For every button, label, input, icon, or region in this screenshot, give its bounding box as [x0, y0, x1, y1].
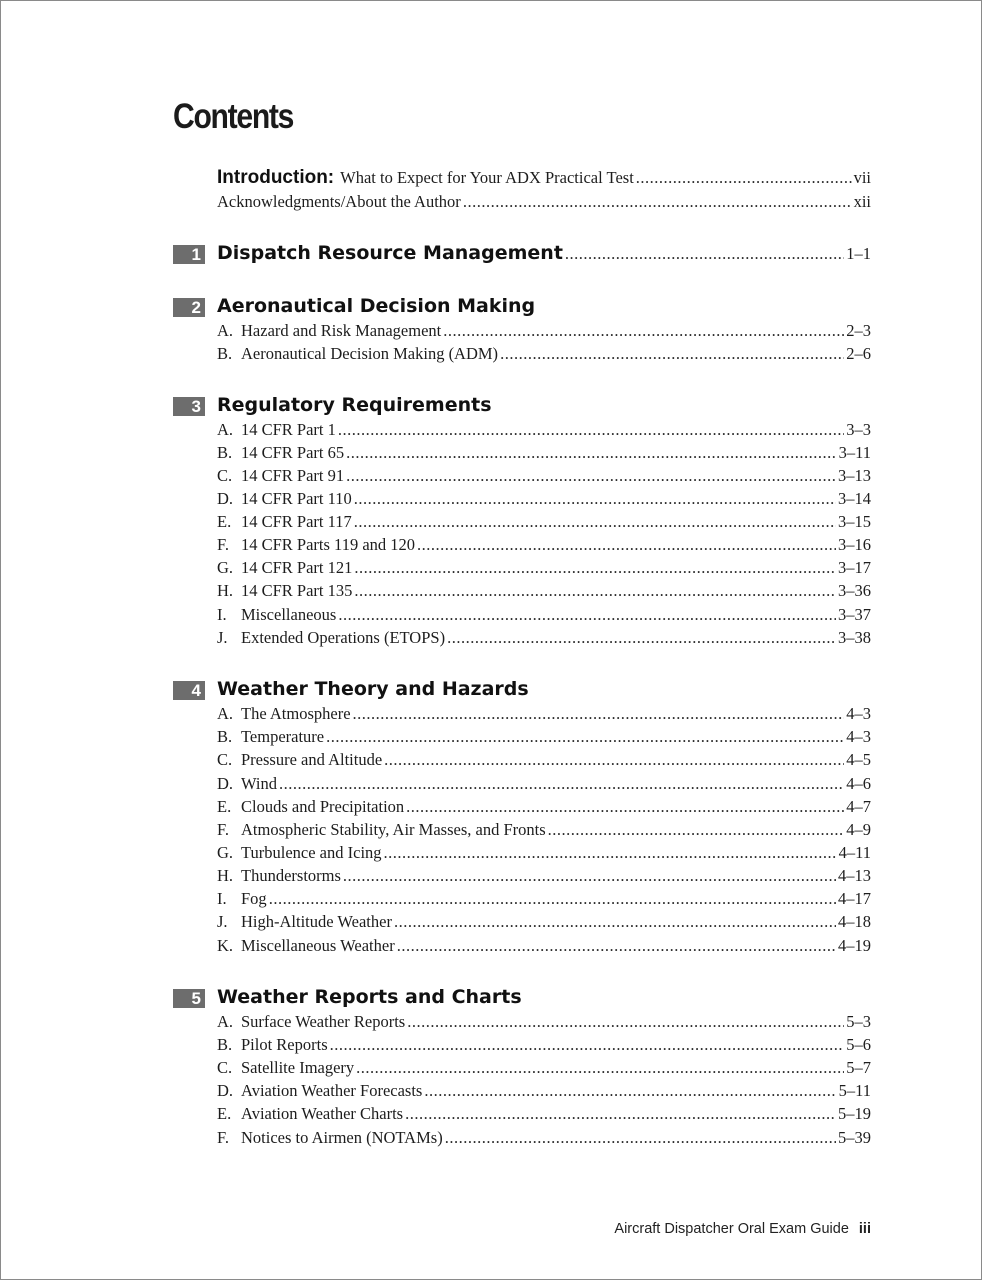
dot-leader	[397, 936, 836, 956]
toc-page-number: 4–9	[846, 820, 871, 839]
entry-letter: F.	[217, 535, 229, 554]
dot-leader	[406, 797, 844, 817]
entry-letter: C.	[217, 750, 233, 769]
toc-entry-text: Aeronautical Decision Making (ADM)	[241, 344, 499, 363]
toc-entry[interactable]	[217, 797, 871, 817]
dot-leader	[424, 1081, 836, 1101]
entry-letter: D.	[217, 774, 234, 793]
toc-entry[interactable]	[217, 1035, 871, 1055]
chapter-number-badge: 1	[173, 245, 205, 264]
entry-letter: J.	[217, 912, 228, 931]
dot-leader	[353, 704, 845, 724]
entry-letter: F.	[217, 1128, 229, 1147]
toc-entry-text: 14 CFR Part 1	[241, 420, 336, 439]
toc-page-number: 4–3	[846, 727, 871, 746]
toc-entry[interactable]	[217, 774, 871, 794]
toc-page-number: 3–13	[838, 466, 871, 485]
toc-entry-text: Temperature	[241, 727, 325, 746]
entry-letter: B.	[217, 443, 233, 462]
chapter-number-badge: 2	[173, 298, 205, 317]
dot-leader	[463, 192, 852, 212]
toc-entry-text: Miscellaneous Weather	[241, 936, 395, 955]
toc-entry-text: Fog	[241, 889, 267, 908]
entry-letter: B.	[217, 1035, 233, 1054]
entry-letter: H.	[217, 866, 234, 885]
toc-entry-text: Pressure and Altitude	[241, 750, 383, 769]
toc-page-number: 4–19	[838, 936, 871, 955]
dot-leader	[443, 321, 844, 341]
toc-page-number: 4–7	[846, 797, 871, 816]
toc-page-number: 5–6	[846, 1035, 871, 1054]
page-title: Contents	[173, 97, 294, 136]
toc-entry-text: Miscellaneous	[241, 605, 337, 624]
dot-leader	[447, 628, 836, 648]
toc-entry-text: Hazard and Risk Management	[241, 321, 442, 340]
toc-entry[interactable]	[217, 420, 871, 440]
toc-page-number: 1–1	[846, 244, 871, 263]
entry-letter: H.	[217, 581, 234, 600]
toc-entry[interactable]	[217, 466, 871, 486]
chapter-title[interactable]: Weather Reports and Charts	[217, 986, 522, 1008]
entry-letter: G.	[217, 843, 234, 862]
dot-leader	[548, 820, 845, 840]
toc-entry[interactable]	[217, 1081, 871, 1101]
toc-entry[interactable]	[217, 912, 871, 932]
entry-letter: I.	[217, 889, 227, 908]
dot-leader	[330, 1035, 845, 1055]
chapter-number-badge: 5	[173, 989, 205, 1008]
dot-leader	[279, 774, 844, 794]
toc-entry-introduction[interactable]	[217, 167, 871, 189]
toc-entry[interactable]	[217, 512, 871, 532]
toc-page-number: 4–3	[846, 704, 871, 723]
toc-entry-text: Satellite Imagery	[241, 1058, 355, 1077]
toc-entry[interactable]	[217, 489, 871, 509]
toc-entry-text: Turbulence and Icing	[241, 843, 382, 862]
toc-entry[interactable]	[217, 558, 871, 578]
dot-leader	[269, 889, 836, 909]
entry-letter: F.	[217, 820, 229, 839]
page-footer	[614, 1221, 871, 1237]
dot-leader	[565, 244, 844, 264]
toc-entry[interactable]	[217, 704, 871, 724]
entry-letter: I.	[217, 605, 227, 624]
toc-entry-text: Clouds and Precipitation	[241, 797, 405, 816]
entry-letter: D.	[217, 489, 234, 508]
toc-entry[interactable]	[217, 750, 871, 770]
toc-entry-text: Surface Weather Reports	[241, 1012, 406, 1031]
toc-entry-text: 14 CFR Part 135	[241, 581, 353, 600]
entry-letter: B.	[217, 727, 233, 746]
toc-entry[interactable]	[217, 321, 871, 341]
chapter-number-badge: 4	[173, 681, 205, 700]
toc-entry-text: Wind	[241, 774, 277, 793]
toc-entry[interactable]	[217, 443, 871, 463]
entry-letter: A.	[217, 321, 234, 340]
entry-letter: K.	[217, 936, 234, 955]
toc-entry[interactable]	[217, 1012, 871, 1032]
chapter-title[interactable]: Regulatory Requirements	[217, 394, 492, 416]
toc-entry-text: Extended Operations (ETOPS)	[241, 628, 446, 647]
entry-letter: E.	[217, 1104, 232, 1123]
toc-entry[interactable]	[217, 581, 871, 601]
dot-leader	[354, 581, 836, 601]
toc-page-number: 5–3	[846, 1012, 871, 1031]
entry-letter: J.	[217, 628, 228, 647]
toc-entry-text: What to Expect for Your ADX Practical Test	[340, 168, 634, 187]
toc-entry-text: 14 CFR Parts 119 and 120	[241, 535, 416, 554]
entry-letter: C.	[217, 466, 233, 485]
toc-page-number: vii	[853, 168, 871, 187]
dot-leader	[394, 912, 836, 932]
dot-leader	[384, 750, 844, 770]
toc-page-number: 3–11	[838, 443, 871, 462]
dot-leader	[405, 1104, 836, 1124]
toc-page-number: 3–14	[838, 489, 871, 508]
dot-leader	[354, 512, 836, 532]
toc-page-number: 4–17	[838, 889, 871, 908]
dot-leader	[417, 535, 836, 555]
chapter-heading-1[interactable]	[217, 242, 871, 264]
toc-entry-text: Aviation Weather Forecasts	[241, 1081, 423, 1100]
toc-entry-text: Acknowledgments/About the Author	[217, 192, 461, 211]
toc-page-number: 3–3	[846, 420, 871, 439]
toc-entry[interactable]	[217, 1058, 871, 1078]
toc-entry[interactable]	[217, 628, 871, 648]
dot-leader	[346, 466, 836, 486]
dot-leader	[384, 843, 837, 863]
toc-page-number: 3–36	[838, 581, 871, 600]
entry-letter: E.	[217, 797, 232, 816]
toc-page-number: 5–7	[846, 1058, 871, 1077]
entry-letter: A.	[217, 1012, 234, 1031]
chapter-title: Dispatch Resource Management	[217, 242, 563, 264]
toc-entry[interactable]	[217, 889, 871, 909]
dot-leader	[500, 344, 844, 364]
entry-letter: A.	[217, 704, 234, 723]
toc-entry[interactable]	[217, 727, 871, 747]
toc-page-number: 5–39	[838, 1128, 871, 1147]
toc-page-number: 2–6	[846, 344, 871, 363]
toc-entry-text: The Atmosphere	[241, 704, 351, 723]
toc-page-number: 4–13	[838, 866, 871, 885]
toc-entry[interactable]	[217, 535, 871, 555]
chapter-title[interactable]: Aeronautical Decision Making	[217, 295, 536, 317]
toc-page-number: 4–6	[846, 774, 871, 793]
dot-leader	[407, 1012, 844, 1032]
toc-entry-text: Aviation Weather Charts	[241, 1104, 404, 1123]
toc-entry[interactable]	[217, 936, 871, 956]
toc-entry[interactable]	[217, 1104, 871, 1124]
footer-book-title: Aircraft Dispatcher Oral Exam Guide	[614, 1221, 849, 1237]
toc-page-number: 4–5	[846, 750, 871, 769]
toc-entry-acknowledgments[interactable]	[217, 192, 871, 212]
toc-entry-text: Thunderstorms	[241, 866, 341, 885]
toc-page-number: 3–16	[838, 535, 871, 554]
entry-letter: E.	[217, 512, 232, 531]
chapter-number-badge: 3	[173, 397, 205, 416]
dot-leader	[343, 866, 836, 886]
toc-entry[interactable]	[217, 820, 871, 840]
toc-entry[interactable]	[217, 866, 871, 886]
toc-page-number: xii	[853, 192, 871, 211]
toc-entry-text: Pilot Reports	[241, 1035, 328, 1054]
toc-page-number: 3–38	[838, 628, 871, 647]
dot-leader	[445, 1128, 836, 1148]
toc-page-number: 3–17	[838, 558, 871, 577]
entry-letter: A.	[217, 420, 234, 439]
toc-page-number: 3–15	[838, 512, 871, 531]
entry-letter: B.	[217, 344, 233, 363]
introduction-label: Introduction:	[217, 167, 335, 188]
dot-leader	[636, 168, 852, 188]
toc-entry-text: 14 CFR Part 117	[241, 512, 352, 531]
dot-leader	[338, 605, 836, 625]
toc-page-number: 5–11	[838, 1081, 871, 1100]
toc-page-number: 4–11	[838, 843, 871, 862]
toc-entry[interactable]	[217, 605, 871, 625]
dot-leader	[354, 489, 836, 509]
chapter-title[interactable]: Weather Theory and Hazards	[217, 678, 529, 700]
entry-letter: C.	[217, 1058, 233, 1077]
dot-leader	[356, 1058, 844, 1078]
toc-entry-text: High-Altitude Weather	[241, 912, 392, 931]
toc-page-number: 5–19	[838, 1104, 871, 1123]
toc-entry-text: 14 CFR Part 110	[241, 489, 352, 508]
dot-leader	[338, 420, 844, 440]
toc-entry-text: 14 CFR Part 121	[241, 558, 353, 577]
dot-leader	[326, 727, 844, 747]
toc-page-number: 3–37	[838, 605, 871, 624]
footer-page-number: iii	[858, 1221, 871, 1237]
dot-leader	[346, 443, 836, 463]
toc-entry-text: 14 CFR Part 65	[241, 443, 345, 462]
toc-page-number: 2–3	[846, 321, 871, 340]
entry-letter: D.	[217, 1081, 234, 1100]
entry-letter: G.	[217, 558, 234, 577]
toc-page-number: 4–18	[838, 912, 871, 931]
toc-entry[interactable]	[217, 1128, 871, 1148]
toc-entry[interactable]	[217, 843, 871, 863]
dot-leader	[354, 558, 836, 578]
toc-entry[interactable]	[217, 344, 871, 364]
toc-entry-text: Notices to Airmen (NOTAMs)	[241, 1128, 443, 1147]
toc-entry-text: Atmospheric Stability, Air Masses, and Fronts	[241, 820, 546, 839]
toc-entry-text: 14 CFR Part 91	[241, 466, 345, 485]
